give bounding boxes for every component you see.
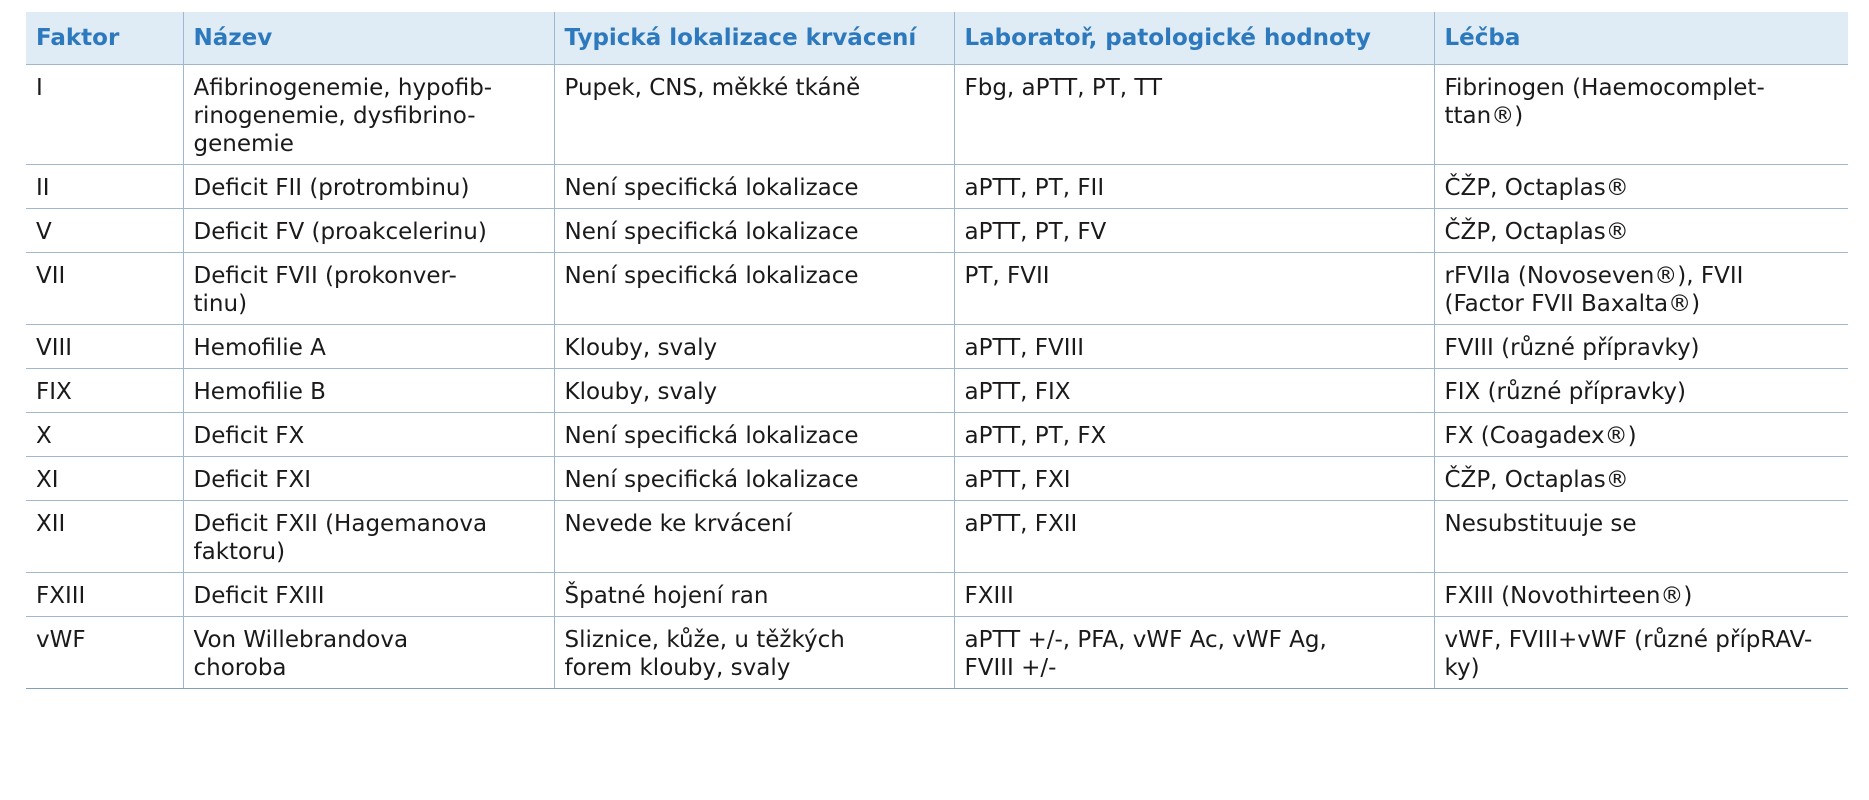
laborator-cell: aPTT +/-, PFA, vWF Ac, vWF Ag, FVIII +/-: [954, 617, 1434, 689]
table-row: [26, 573, 1848, 617]
lokalizace-cell: Nevede ke krvácení: [554, 501, 954, 573]
lecba-cell: FVIII (různé přípravky): [1434, 325, 1848, 369]
faktor-cell: XII: [26, 501, 183, 573]
lecba-cell: ČŽP, Octaplas®: [1434, 457, 1848, 501]
lokalizace-cell: Klouby, svaly: [554, 325, 954, 369]
lecba-cell: Fibrinogen (Haemocomplet- ttan®): [1434, 65, 1848, 165]
table-row: [26, 65, 1848, 165]
lecba-cell: rFVIIa (Novoseven®), FVII (Factor FVII Baxalta®): [1434, 253, 1848, 325]
coagulation-factor-table: [26, 12, 1848, 689]
table-header-row: [26, 12, 1848, 65]
table-row: [26, 457, 1848, 501]
nazev-cell: Hemofilie A: [183, 325, 554, 369]
faktor-cell: VII: [26, 253, 183, 325]
faktor-cell: II: [26, 165, 183, 209]
table-row: [26, 209, 1848, 253]
header-lecba: Léčba: [1444, 25, 1521, 51]
lokalizace-cell: Špatné hojení ran: [554, 573, 954, 617]
faktor-cell: FXIII: [26, 573, 183, 617]
lecba-cell: ČŽP, Octaplas®: [1434, 165, 1848, 209]
table-row: [26, 165, 1848, 209]
laborator-cell: Fbg, aPTT, PT, TT: [954, 65, 1434, 165]
faktor-cell: V: [26, 209, 183, 253]
faktor-cell: I: [26, 65, 183, 165]
laborator-cell: aPTT, FXII: [954, 501, 1434, 573]
nazev-cell: Von Willebrandova choroba: [183, 617, 554, 689]
table-row: [26, 369, 1848, 413]
lokalizace-cell: Není specifická lokalizace: [554, 165, 954, 209]
laborator-cell: aPTT, PT, FV: [954, 209, 1434, 253]
header-nazev: Název: [183, 12, 554, 65]
lecba-cell: ČŽP, Octaplas®: [1434, 209, 1848, 253]
lokalizace-cell: Není specifická lokalizace: [554, 209, 954, 253]
table-row: [26, 325, 1848, 369]
lokalizace-cell: Klouby, svaly: [554, 369, 954, 413]
lokalizace-cell: Není specifická lokalizace: [554, 253, 954, 325]
nazev-cell: Deficit FXIII: [183, 573, 554, 617]
nazev-cell: Deficit FXI: [183, 457, 554, 501]
nazev-cell: Deficit FV (proakcelerinu): [183, 209, 554, 253]
laborator-cell: aPTT, FXI: [954, 457, 1434, 501]
laborator-cell: aPTT, FIX: [954, 369, 1434, 413]
nazev-cell: Deficit FVII (prokonver- tinu): [183, 253, 554, 325]
lokalizace-cell: Sliznice, kůže, u těžkých forem klouby, svaly: [554, 617, 954, 689]
table-row: [26, 413, 1848, 457]
lecba-cell: Nesubstituuje se: [1434, 501, 1848, 573]
table-row: [26, 617, 1848, 689]
nazev-cell: Afibrinogenemie, hypofib- rinogenemie, dysfibrino- genemie: [183, 65, 554, 165]
nazev-cell: Deficit FXII (Hagemanova faktoru): [183, 501, 554, 573]
faktor-cell: VIII: [26, 325, 183, 369]
lecba-cell: vWF, FVIII+vWF (různé přípRAV- ky): [1434, 617, 1848, 689]
lokalizace-cell: Není specifická lokalizace: [554, 413, 954, 457]
nazev-cell: Deficit FII (protrombinu): [183, 165, 554, 209]
lecba-cell: FIX (různé přípravky): [1434, 369, 1848, 413]
laborator-cell: FXIII: [954, 573, 1434, 617]
nazev-cell: Deficit FX: [183, 413, 554, 457]
table-row: [26, 253, 1848, 325]
faktor-cell: X: [26, 413, 183, 457]
header-faktor: Faktor: [26, 12, 183, 65]
faktor-cell: vWF: [26, 617, 183, 689]
laborator-cell: PT, FVII: [954, 253, 1434, 325]
lecba-cell: FX (Coagadex®): [1434, 413, 1848, 457]
laborator-cell: aPTT, PT, FX: [954, 413, 1434, 457]
lecba-cell: FXIII (Novothirteen®): [1434, 573, 1848, 617]
laborator-cell: aPTT, FVIII: [954, 325, 1434, 369]
lokalizace-cell: Není specifická lokalizace: [554, 457, 954, 501]
header-lokalizace: Typická lokalizace krvácení: [554, 12, 954, 65]
faktor-cell: FIX: [26, 369, 183, 413]
nazev-cell: Hemofilie B: [183, 369, 554, 413]
lokalizace-cell: Pupek, CNS, měkké tkáně: [554, 65, 954, 165]
faktor-cell: XI: [26, 457, 183, 501]
laborator-cell: aPTT, PT, FII: [954, 165, 1434, 209]
table-row: [26, 501, 1848, 573]
header-laborator: Laboratoř, patologické hodnoty: [954, 12, 1434, 65]
